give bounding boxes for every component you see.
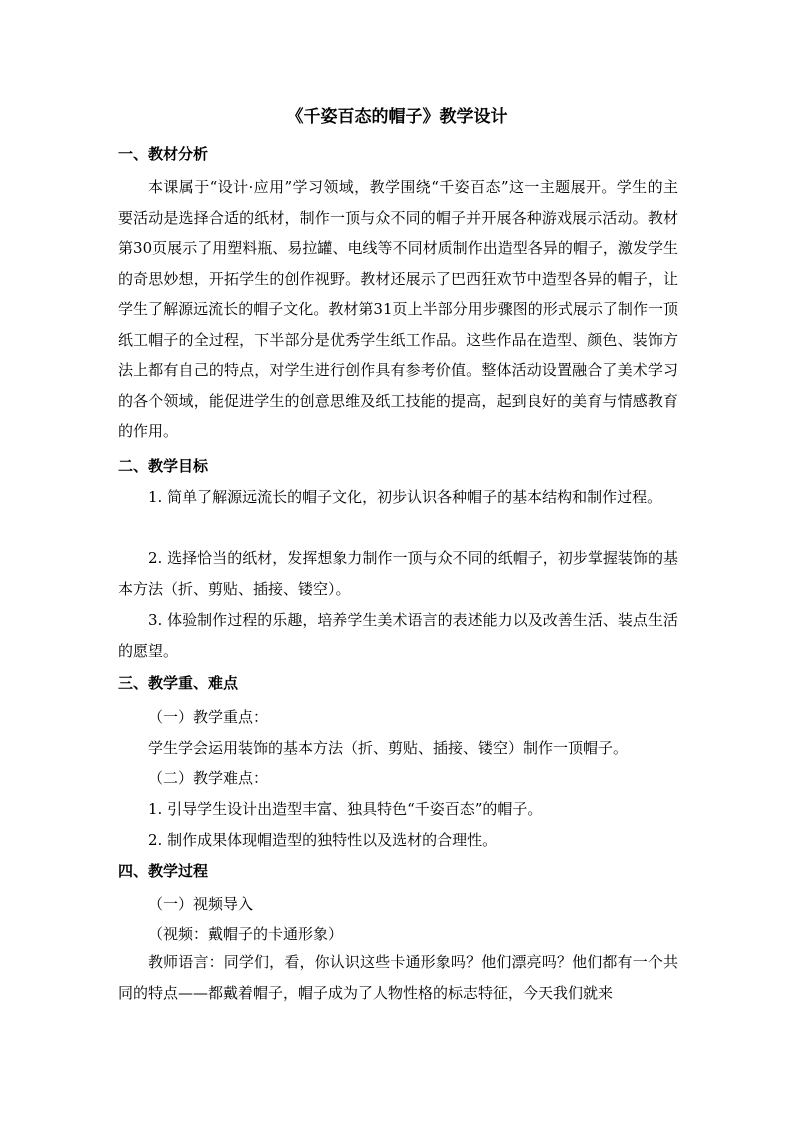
difficulty-item-1: 1. 引导学生设计出造型丰富、独具特色“千姿百态”的帽子。 <box>148 800 543 818</box>
analysis-paragraph: 本课属于“设计·应用”学习领域，教学围绕“千姿百态”这一主题展开。学生的主要活动是选择合适的纸材，制作一顶与众不同的帽子并开展各种游戏展示活动。教材第30页展示了用塑料瓶、易拉罐、电线等不同材质制作出造型各异的帽子，激发学生的奇思妙想，开拓学生的创作视野。教材还展示了巴西狂欢节中造型各异的帽子，让学生了解源远流长的帽子文化。教材第31页上半部分用步骤图的形式展示了制作一顶纸工帽子的全过程，下半部分是优秀学生纸工作品。这些作品在造型、颜色、装饰方法上都有自己的特点，对学生进行创作具有参考价值。整体活动设置融合了美术学习的各个领域，能促进学生的创意思维及纸工技能的提高，起到良好的美育与情感教育的作用。 <box>118 178 678 440</box>
goal-item-1: 1. 简单了解源远流长的帽子文化，初步认识各种帽子的基本结构和制作过程。 <box>148 488 663 506</box>
document-title: 《千姿百态的帽子》教学设计 <box>286 107 508 127</box>
goal-item-2: 2. 选择恰当的纸材，发挥想象力制作一顶与众不同的纸帽子，初步掌握装饰的基本方法（折、剪贴、插接、镂空）。 <box>118 549 678 598</box>
section-heading-analysis: 一、教材分析 <box>118 145 209 163</box>
difficulty-item-2: 2. 制作成果体现帽造型的独特性以及选材的合理性。 <box>148 831 498 849</box>
section-heading-goals: 二、教学目标 <box>118 457 209 475</box>
key-point-text: 学生学会运用装饰的基本方法（折、剪贴、插接、镂空）制作一顶帽子。 <box>148 739 629 757</box>
step-label-video: （一）视频导入 <box>148 895 254 913</box>
difficulty-label: （二）教学难点： <box>148 769 269 787</box>
video-note: （视频：戴帽子的卡通形象） <box>148 925 344 943</box>
section-heading-process: 四、教学过程 <box>118 862 209 880</box>
key-point-label: （一）教学重点： <box>148 708 269 726</box>
teacher-speech: 教师语言：同学们，看，你认识这些卡通形象吗？他们漂亮吗？他们都有一个共同的特点——都戴着帽子，帽子成为了人物性格的标志特征，今天我们就来 <box>118 953 678 1002</box>
section-heading-keypoints: 三、教学重、难点 <box>118 674 239 692</box>
goal-item-3: 3. 体验制作过程的乐趣，培养学生美术语言的表述能力以及改善生活、装点生活的愿望。 <box>118 611 678 660</box>
